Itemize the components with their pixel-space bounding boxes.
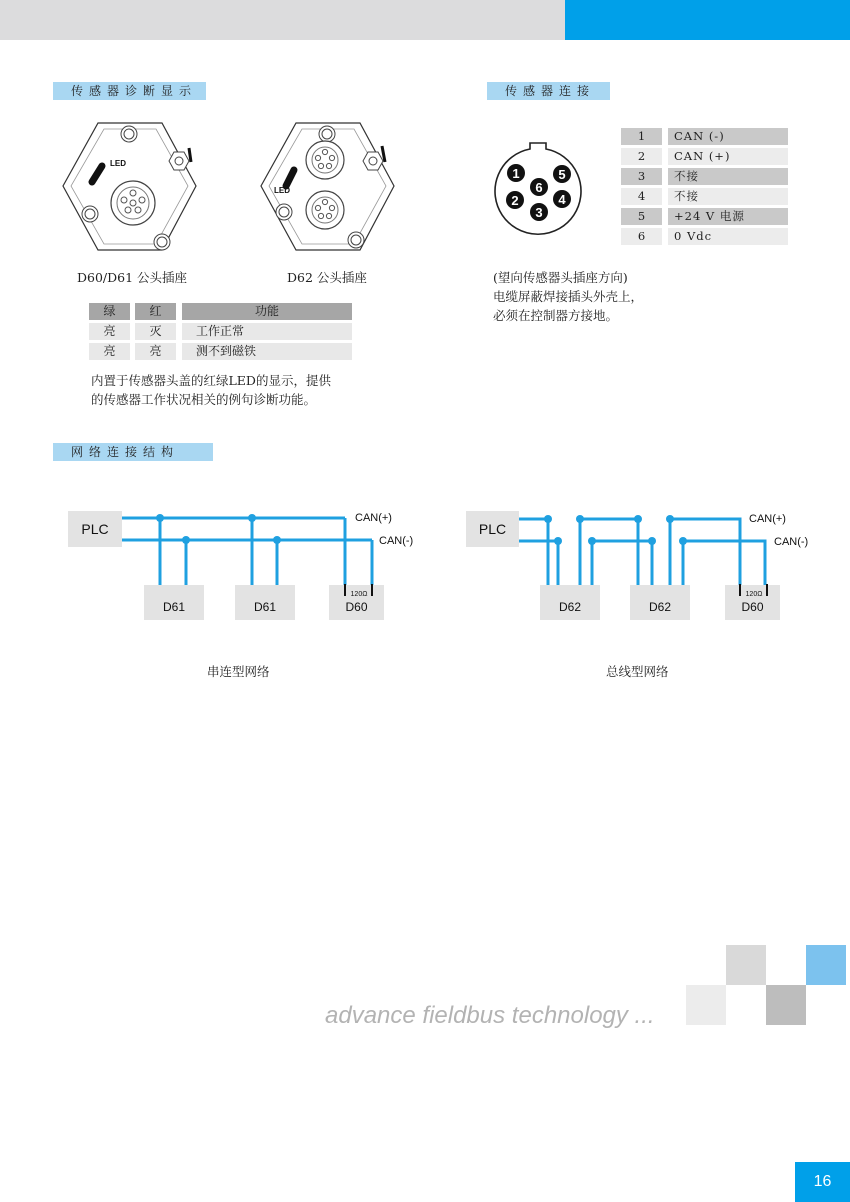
node-d62-second: D62	[630, 585, 690, 620]
pin-2-label: 2	[511, 193, 519, 208]
table-row	[89, 343, 352, 360]
led-note	[91, 371, 331, 409]
connection-note-line-2: 电缆屏蔽焊接插头外壳上，	[493, 289, 644, 304]
pin-3-label: 3	[535, 205, 543, 220]
header-green: 绿	[89, 303, 130, 320]
can-minus-label-bus: CAN(-)	[774, 536, 809, 548]
series-network-caption: 串连型网络	[207, 664, 270, 679]
cell-green: 亮	[89, 323, 130, 340]
terminator-resistor-bus	[738, 584, 770, 598]
footer-slogan: advance fieldbus technology ...	[325, 1002, 655, 1029]
resistor-label: 120Ω	[350, 591, 368, 598]
pin-function: CAN (+)	[668, 148, 788, 165]
terminator-resistor-series	[343, 584, 375, 598]
led-note-line-2: 的传感器工作状况相关的例句诊断功能。	[91, 392, 317, 407]
sensor-d62-illustration	[258, 120, 398, 255]
table-row	[621, 208, 788, 225]
node-d61-first: D61	[144, 585, 204, 620]
section-title-network: 网络连接结构	[53, 443, 213, 461]
table-row	[89, 323, 352, 340]
resistor-label: 120Ω	[745, 591, 763, 598]
can-minus-label-series: CAN(-)	[379, 535, 414, 547]
connection-note-line-3: 必须在控制器方接地。	[493, 308, 619, 323]
pin-number: 6	[621, 228, 662, 245]
section-title-connection: 传感器连接	[487, 82, 610, 100]
node-d60-series: D60	[329, 585, 384, 620]
plc-box-bus: PLC	[466, 511, 519, 547]
cell-red: 亮	[135, 343, 176, 360]
connection-note	[493, 268, 643, 325]
bus-network-caption: 总线型网络	[606, 664, 669, 679]
led-label-d62: LED	[274, 186, 290, 195]
pin-5-label: 5	[558, 167, 566, 182]
pin-function: 不接	[668, 188, 788, 205]
pin-4-label: 4	[558, 192, 566, 207]
pin-function: 不接	[668, 168, 788, 185]
cell-green: 亮	[89, 343, 130, 360]
node-d62-first: D62	[540, 585, 600, 620]
cell-function: 测不到磁铁	[182, 343, 352, 360]
pin-number: 5	[621, 208, 662, 225]
table-row	[621, 128, 788, 145]
pin-number: 2	[621, 148, 662, 165]
led-note-line-1: 内置于传感器头盖的红绿LED的显示，提供	[91, 373, 331, 388]
table-row	[621, 168, 788, 185]
pin-number: 3	[621, 168, 662, 185]
section-title-diagnostics: 传感器诊断显示	[53, 82, 206, 100]
decor-square	[806, 945, 846, 985]
pin-function: +24 V 电源	[668, 208, 788, 225]
can-plus-label-series: CAN(+)	[355, 512, 392, 524]
pin-1-label: 1	[512, 166, 520, 181]
pin-function: CAN (-)	[668, 128, 788, 145]
pin-number: 4	[621, 188, 662, 205]
caption-d60-d61: D60/D61 公头插座	[77, 270, 188, 285]
connection-note-line-1: (望向传感器头插座方向)	[493, 270, 628, 285]
header-function: 功能	[182, 303, 352, 320]
pin-number: 1	[621, 128, 662, 145]
decor-square	[766, 985, 806, 1025]
plc-box-series: PLC	[68, 511, 122, 547]
table-row	[621, 148, 788, 165]
can-plus-label-bus: CAN(+)	[749, 513, 786, 525]
caption-d62: D62 公头插座	[287, 270, 367, 285]
cell-red: 灭	[135, 323, 176, 340]
page-number: 16	[795, 1162, 850, 1202]
header-grey-bar	[0, 0, 565, 40]
table-row	[621, 188, 788, 205]
pin-6-label: 6	[535, 180, 543, 195]
connector-pinout-diagram	[488, 140, 588, 240]
decor-square	[686, 985, 726, 1025]
sensor-d60-d61-illustration	[60, 120, 200, 255]
node-d61-second: D61	[235, 585, 295, 620]
header-blue-bar	[565, 0, 850, 40]
decor-square	[726, 945, 766, 985]
pin-function: 0 Vdc	[668, 228, 788, 245]
node-d60-bus: D60	[725, 585, 780, 620]
header-red: 红	[135, 303, 176, 320]
cell-function: 工作正常	[182, 323, 352, 340]
led-label: LED	[110, 159, 126, 168]
table-row	[621, 228, 788, 245]
table-header-row	[89, 303, 352, 320]
